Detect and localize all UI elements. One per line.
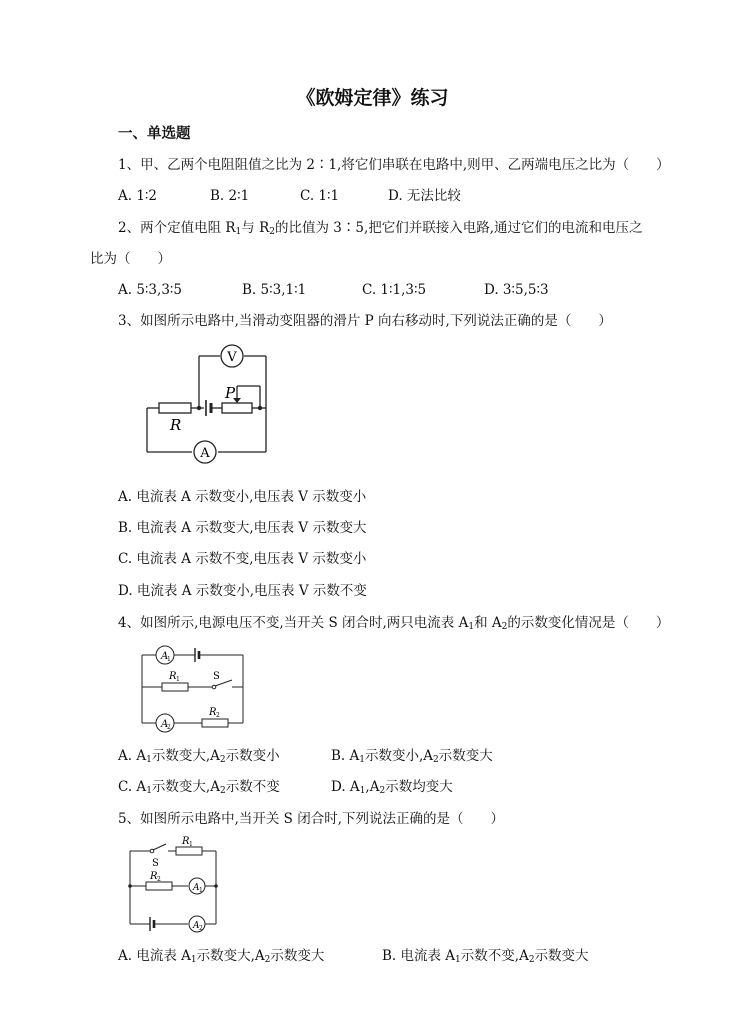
q3-option-c[interactable]: C. 电流表 A 示数不变,电压表 V 示数变小 <box>118 551 367 567</box>
q3-resistor-label: R <box>170 416 182 434</box>
q4-ammeter1-sub: 1 <box>167 656 171 663</box>
q2-option-c[interactable]: C. 1∶1,3∶5 <box>362 282 427 298</box>
q4-option-d[interactable]: D. $A_1,A_2$示数均变大 <box>331 779 453 796</box>
q5-r2-sub: 2 <box>157 876 161 883</box>
q5-ammeter1-label: A <box>193 883 200 893</box>
q1-option-d[interactable]: D. 无法比较 <box>388 188 461 204</box>
q4-r2-sub: 2 <box>216 712 220 719</box>
q2-option-d[interactable]: D. 3∶5,5∶3 <box>484 282 549 298</box>
q5-switch-label: S <box>152 858 159 869</box>
q4-ammeter2-sub: 2 <box>167 724 171 731</box>
q1-option-b[interactable]: B. 2∶1 <box>210 188 250 204</box>
q3-slider-label: P <box>225 384 236 402</box>
page-title: 《欧姆定律》练习 <box>296 87 449 109</box>
q5-ammeter2-sub: 2 <box>199 925 203 932</box>
q4-option-c[interactable]: C. $A_1$示数变大$,A_2$示数不变 <box>118 779 280 796</box>
q4-switch-label: S <box>213 671 220 682</box>
q5-ammeter2-label: A <box>193 921 200 931</box>
q3-circuit-diagram <box>140 340 280 470</box>
q5-circuit-diagram <box>128 836 223 936</box>
q5-r1-label: R <box>182 836 190 847</box>
q3-voltmeter-label: V <box>227 350 237 365</box>
q3-stem: 3、如图所示电路中,当滑动变阻器的滑片 P 向右移动时,下列说法正确的是（ ） <box>118 313 612 329</box>
q2-stem: 2、两个定值电阻 $R_1$与 $R_2$的比值为 3∶5,把它们并联接入电路,通过它们的电流和电压之 <box>118 220 643 237</box>
q4-r2-label: R <box>209 707 217 718</box>
q4-circuit-diagram <box>140 643 250 733</box>
q2-stem-line2: 比为（ ） <box>90 251 171 267</box>
q3-ammeter-label: A <box>200 446 210 461</box>
section-heading: 一、单选题 <box>118 126 191 142</box>
q4-r1-sub: 1 <box>176 676 180 683</box>
q2-option-b[interactable]: B. 5∶3,1∶1 <box>242 282 307 298</box>
q5-stem: 5、如图所示电路中,当开关 S 闭合时,下列说法正确的是（ ） <box>118 811 505 827</box>
q5-r1-sub: 1 <box>189 841 193 848</box>
q3-option-d[interactable]: D. 电流表 A 示数变小,电压表 V 示数不变 <box>118 583 367 599</box>
q5-option-a[interactable]: A. 电流表 $A_1$示数变大$,A_2$示数变大 <box>118 948 325 965</box>
q1-stem: 1、甲、乙两个电阻阻值之比为 2∶1,将它们串联在电路中,则甲、乙两端电压之比为（ ） <box>118 157 670 173</box>
q2-option-a[interactable]: A. 5∶3,3∶5 <box>118 282 183 298</box>
q5-option-b[interactable]: B. 电流表 $A_1$示数不变$,A_2$示数变大 <box>382 948 589 965</box>
q4-ammeter2-label: A <box>161 719 169 730</box>
q5-ammeter1-sub: 1 <box>199 887 203 894</box>
q1-option-c[interactable]: C. 1∶1 <box>300 188 340 204</box>
q3-option-a[interactable]: A. 电流表 A 示数变小,电压表 V 示数变小 <box>118 489 367 505</box>
q4-stem: 4、如图所示,电源电压不变,当开关 S 闭合时,两只电流表 $A_1$和 $A_2$的示数变化情况是（ ） <box>118 615 670 632</box>
q4-ammeter1-label: A <box>161 651 169 662</box>
q5-r2-label: R <box>150 871 158 882</box>
q3-option-b[interactable]: B. 电流表 A 示数变大,电压表 V 示数变大 <box>118 520 367 536</box>
q4-option-b[interactable]: B. $A_1$示数变小$,A_2$示数变大 <box>331 748 493 765</box>
q4-r1-label: R <box>169 671 177 682</box>
q4-option-a[interactable]: A. $A_1$示数变大$,A_2$示数变小 <box>118 748 280 765</box>
q1-option-a[interactable]: A. 1∶2 <box>118 188 158 204</box>
